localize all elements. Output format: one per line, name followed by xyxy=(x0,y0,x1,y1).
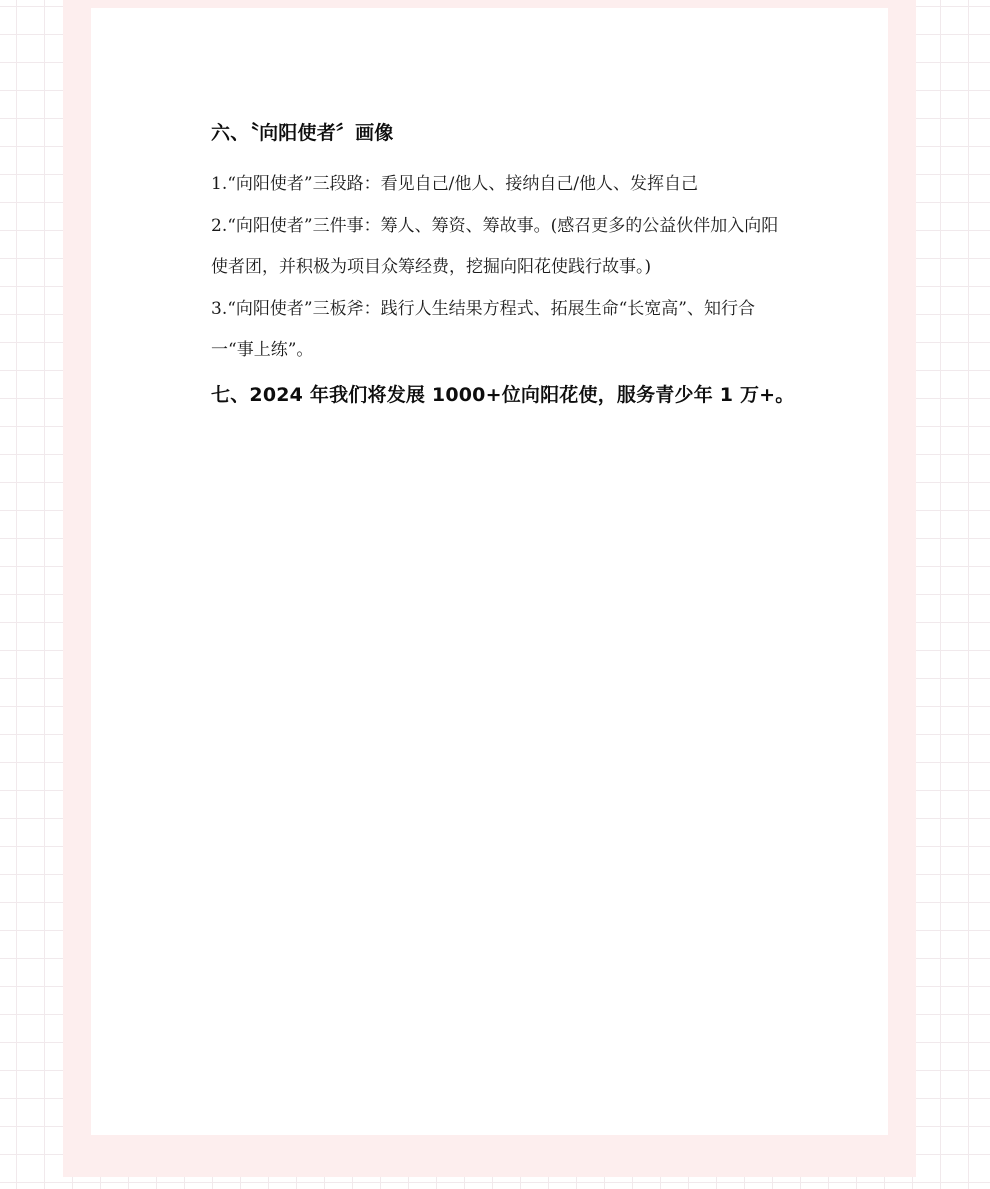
document-page xyxy=(91,8,888,1135)
list-item: 1.“向阳使者”三段路：看见自己/他人、接纳自己/他人、发挥自己 xyxy=(211,174,699,194)
section-6-list xyxy=(211,164,811,372)
list-item: 3.“向阳使者”三板斧：践行人生结果方程式、拓展生命“长宽高”、知行合一“事上练”。 xyxy=(211,298,755,360)
list-item: 2.“向阳使者”三件事：筹人、筹资、筹故事。(感召更多的公益伙伴加入向阳使者团，并积极为项目众筹经费，挖掘向阳花使践行故事。) xyxy=(211,215,779,277)
page-frame xyxy=(63,0,916,1177)
section-7-heading: 七、2024 年我们将发展 1000+位向阳花使，服务青少年 1 万+。 xyxy=(211,383,795,406)
section-6-heading: 六、〝向阳使者〞画像 xyxy=(211,122,394,144)
document-content xyxy=(211,116,811,412)
